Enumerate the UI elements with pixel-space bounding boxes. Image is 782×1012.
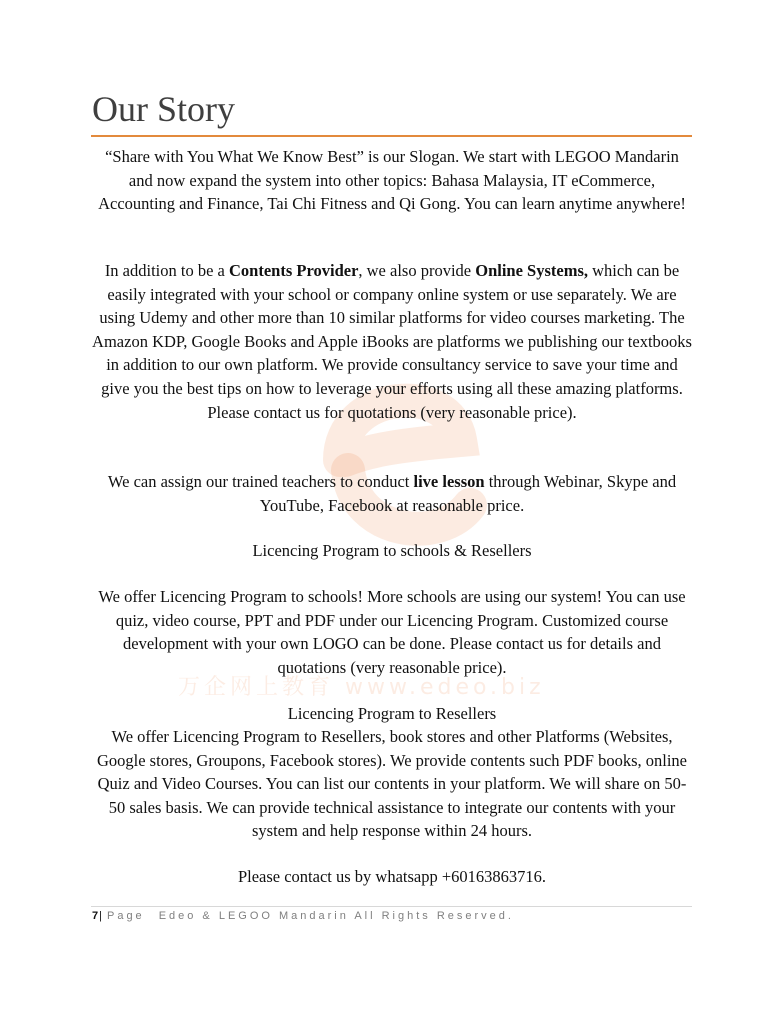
online-systems-bold: Online Systems, <box>475 261 589 280</box>
intro-paragraph: “Share with You What We Know Best” is our Slogan. We start with LEGOO Mandarin and now expand the system into other topics: Bahasa Malaysia, IT eCommerce, Accounting and Finance, Tai Chi Fitness and Qi Gong. You can learn anytime anywhere! <box>98 147 686 214</box>
services-paragraph <box>92 259 692 424</box>
watermark-text: 万企网上教育 www.edeo.biz <box>178 675 545 700</box>
services-text-1: In addition to be a <box>104 261 229 280</box>
resellers-paragraph: We offer Licencing Program to Resellers, book stores and other Platforms (Websites, Google stores, Groupons, Facebook stores). We provide contents such PDF books, online Quiz and Video Courses. You can list our contents in your platform. We will share on 50-50 sales basis. We can provide technical assistance to integrate our contents with your system and help response within 24 hours. <box>96 727 687 841</box>
contact-line: Please contact us by whatsapp +60163863716. <box>237 867 547 886</box>
contents-provider-bold: Contents Provider <box>229 261 359 280</box>
services-text-3: which can be easily integrated with your school or company online system or use separately. We are using Udemy and other more than 10 similar platforms for video courses marketing. The Amazon KDP, Google Books and Apple iBooks are platforms we publishing our textbooks in addition to our own platform. We provide consultancy service to save your time and give you the best tips on how to leverage your efforts using all these amazing platforms. Please contact us for quotations (very reasonable price). <box>92 261 692 422</box>
services-text-2: , we also provide <box>358 261 476 280</box>
page-label: Page <box>106 910 145 922</box>
title-underline <box>91 135 692 137</box>
page-number: 7 <box>92 910 100 922</box>
schools-resellers-heading: Licencing Program to schools & Resellers <box>252 541 532 560</box>
schools-paragraph: We offer Licencing Program to schools! More schools are using our system! You can use quiz, video course, PPT and PDF under our Licencing Program. Customized course development with your own LOGO can be done. Please contact us for details and quotations (very reasonable price). <box>98 587 686 677</box>
live-lesson-text-2: through Webinar, Skype and YouTube, Facebook at reasonable price. <box>259 472 677 515</box>
live-lesson-bold: live lesson <box>413 472 485 491</box>
live-lesson-paragraph <box>92 470 692 517</box>
page-footer <box>92 910 514 922</box>
footer-divider <box>91 906 692 907</box>
footer-copyright: Edeo & LEGOO Mandarin All Rights Reserved. <box>158 910 514 922</box>
footer-separator: | <box>99 910 103 922</box>
resellers-heading: Licencing Program to Resellers <box>287 704 497 723</box>
live-lesson-text-1: We can assign our trained teachers to conduct <box>107 472 414 491</box>
page-title: Our Story <box>92 89 235 129</box>
